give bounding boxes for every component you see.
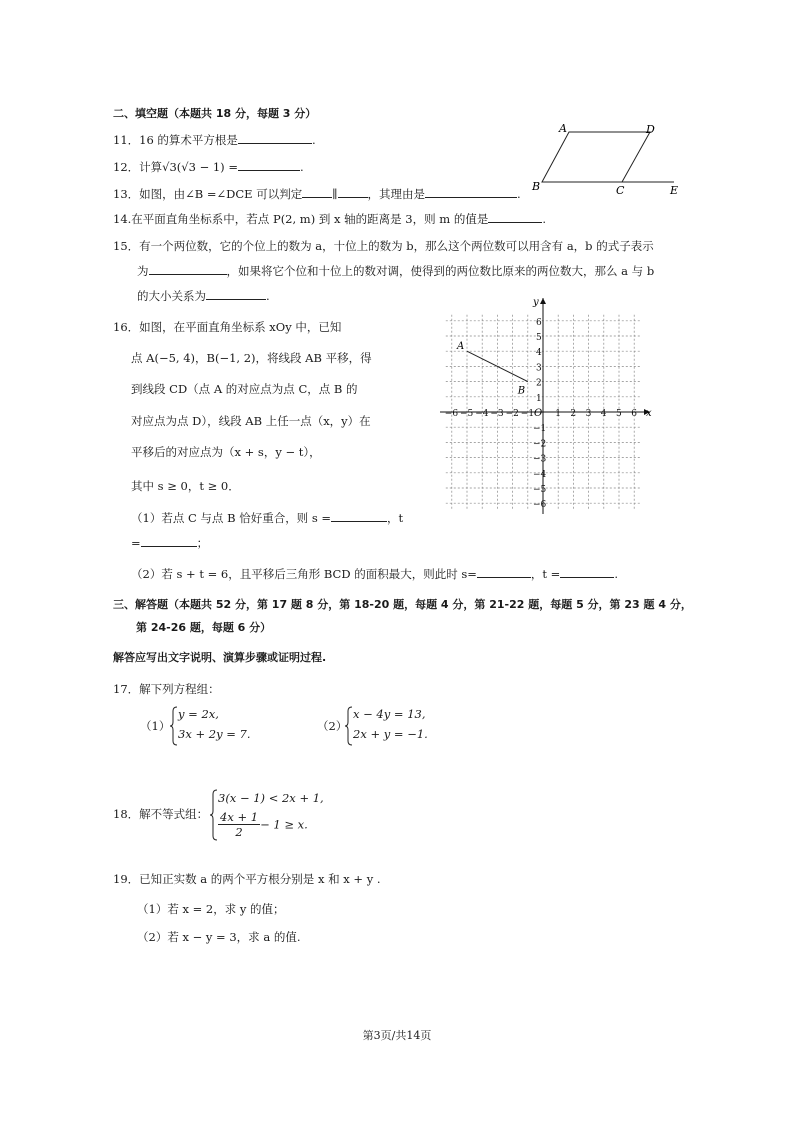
y-tick-label: −5 xyxy=(533,485,547,495)
q16-line-6: 其中 s ≥ 0，t ≥ 0． xyxy=(131,479,240,493)
q11-number: 11． xyxy=(113,133,140,147)
question-15-line-1 xyxy=(113,238,654,254)
q14-end: . xyxy=(542,212,546,226)
q16-line-5: 平移后的对应点为（x + s，y − t）， xyxy=(131,445,321,459)
page-footer: 第3页/共14页 xyxy=(362,1029,432,1042)
q11-answer-blank[interactable] xyxy=(238,132,312,144)
q17-text: 解下列方程组： xyxy=(139,682,220,696)
question-15-line-2 xyxy=(137,263,654,279)
question-15-line-3 xyxy=(137,288,270,304)
y-tick-label: 1 xyxy=(536,393,542,404)
y-tick-label: −2 xyxy=(533,439,547,450)
y-tick-label: 4 xyxy=(536,348,542,359)
axes xyxy=(440,298,650,514)
label-d: D xyxy=(646,123,655,136)
q14-text: 在平面直角坐标系中，若点 P(2, m) 到 x 轴的距离是 3，则 m 的值是 xyxy=(131,212,489,226)
q16-t-blank[interactable] xyxy=(141,535,197,547)
q18-eq-1: 3(x − 1) < 2x + 1, xyxy=(218,791,324,805)
q19-part-1: （1）若 x = 2，求 y 的值； xyxy=(137,902,285,916)
question-16-line-1 xyxy=(113,319,341,335)
y-axis-arrow-icon xyxy=(540,298,546,304)
label-a: A xyxy=(559,122,567,135)
q18-fraction xyxy=(218,810,260,839)
q13-parallel: ∥ xyxy=(332,187,338,201)
q17-system-2 xyxy=(345,704,455,746)
q11-end: . xyxy=(311,133,316,147)
x-tick-label: 1 xyxy=(555,409,561,419)
q12-end: . xyxy=(299,160,304,174)
q16-part-2-end: . xyxy=(614,567,618,581)
parallelogram-figure xyxy=(528,120,688,198)
question-12 xyxy=(113,159,304,175)
section-2-title: 二、填空题（本题共 18 分，每题 3 分） xyxy=(113,107,317,120)
y-tick-label: −4 xyxy=(533,469,547,480)
q14-number: 14. xyxy=(113,212,132,226)
q14-answer-blank[interactable] xyxy=(488,211,542,223)
x-tick-label: −5 xyxy=(460,409,474,419)
q17-1-eq-2: 3x + 2y = 7. xyxy=(178,727,251,741)
q19-part-2: （2）若 x − y = 3，求 a 的值. xyxy=(137,930,301,944)
q17-1-eq-1: y = 2x, xyxy=(178,707,219,721)
x-tick-label: −3 xyxy=(490,409,504,419)
q16-line-1: 如图，在平面直角坐标系 xOy 中，已知 xyxy=(139,320,342,334)
q17-system-1 xyxy=(170,704,270,746)
x-tick-label: 4 xyxy=(600,409,607,419)
section-3-title-line-2: 第 24-26 题，每题 6 分） xyxy=(136,621,272,634)
q19-number: 19． xyxy=(113,872,140,886)
brace-icon xyxy=(345,706,353,746)
q16-part-1 xyxy=(131,510,403,526)
brace-icon xyxy=(170,706,178,746)
q16-part-2-mid: ，t = xyxy=(530,567,561,581)
section-3-instruction: 解答应写出文字说明、演算步骤或证明过程. xyxy=(113,651,327,664)
q13-pre: 如图，由∠B =∠DCE 可以判定 xyxy=(139,187,303,201)
parallelogram-abcd xyxy=(542,132,650,182)
q16-part-2-s-blank[interactable] xyxy=(477,566,531,578)
x-tick-label: 3 xyxy=(585,409,592,419)
q18-system xyxy=(210,788,330,842)
q16-part-1-line-2 xyxy=(131,535,208,551)
x-tick-label: −4 xyxy=(475,409,489,419)
q18-fraction-denominator: 2 xyxy=(235,825,243,839)
q15-line-2-post: ，如果将它个位和十位上的数对调，使得到的两位数比原来的两位数大，那么 a 与 b xyxy=(226,264,655,278)
section-3-title-line-1: 三、解答题（本题共 52 分，第 17 题 8 分，第 18-20 题，每题 4 分，第 21-22 题，每题 5 分，第 23 题 4 分， xyxy=(113,598,692,611)
q16-s-blank[interactable] xyxy=(331,510,387,522)
q13-end: . xyxy=(517,187,521,201)
q15-blank-1[interactable] xyxy=(149,263,227,275)
q16-line-4: 对应点为点 D），线段 AB 上任一点（x，y）在 xyxy=(131,414,371,428)
y-tick-label: −3 xyxy=(533,454,547,465)
q17-2-eq-2: 2x + y = −1. xyxy=(353,727,428,741)
y-tick-label: 6 xyxy=(536,317,542,328)
y-tick-label: 3 xyxy=(536,363,542,374)
q16-part-2-t-blank[interactable] xyxy=(560,566,614,578)
q15-number: 15． xyxy=(113,239,140,253)
q17-part-1-label: （1） xyxy=(140,719,171,733)
x-tick-label: −2 xyxy=(505,409,519,419)
label-e: E xyxy=(670,184,679,197)
q18-eq-2-tail: − 1 ≥ x. xyxy=(260,817,308,832)
q13-blank-2[interactable] xyxy=(338,186,368,198)
question-13 xyxy=(113,186,521,202)
q19-text: 已知正实数 a 的两个平方根分别是 x 和 x + y . xyxy=(139,872,381,886)
q16-part-1-end: ； xyxy=(196,536,209,550)
q13-blank-1[interactable] xyxy=(302,186,332,198)
q16-number: 16． xyxy=(113,320,140,334)
q18-fraction-numerator: 4x + 1 xyxy=(220,810,259,824)
grid-label-a: A xyxy=(457,341,465,353)
q16-line-3: 到线段 CD（点 A 的对应点为点 C，点 B 的 xyxy=(131,382,358,396)
label-c: C xyxy=(616,184,625,197)
q15-line-3-pre: 的大小关系为 xyxy=(137,289,206,303)
x-tick-label: −1 xyxy=(520,409,535,419)
q11-text: 16 的算术平方根是 xyxy=(139,133,238,147)
question-14 xyxy=(113,211,546,227)
q17-part-2-label: （2） xyxy=(317,719,348,733)
x-tick-label: 2 xyxy=(570,409,577,419)
coordinate-grid-figure xyxy=(436,296,658,518)
q12-number: 12． xyxy=(113,160,140,174)
q12-pre: 计算 xyxy=(139,160,163,174)
q15-blank-2[interactable] xyxy=(206,288,266,300)
x-axis-label: x xyxy=(646,408,652,419)
y-tick-label: −1 xyxy=(533,424,547,435)
q15-line-1: 有一个两位数，它的个位上的数为 a，十位上的数为 b，那么这个两位数可以用含有 a，b 的式子表示 xyxy=(139,239,654,253)
q15-line-3-end: . xyxy=(266,289,270,303)
grid-label-b: B xyxy=(517,385,526,397)
brace-icon xyxy=(210,789,218,841)
q13-reason-label: ，其理由是 xyxy=(367,187,426,201)
q16-part-1-eq: = xyxy=(131,536,141,550)
question-19 xyxy=(113,871,381,887)
q12-expression: √3(√3 − 1) = xyxy=(162,160,238,174)
question-17 xyxy=(113,681,220,697)
x-tick-label: −6 xyxy=(444,409,459,419)
q12-answer-blank[interactable] xyxy=(238,159,300,171)
q13-blank-3[interactable] xyxy=(425,186,517,198)
q15-line-2-pre: 为 xyxy=(137,264,149,278)
q16-part-1-mid: ，t xyxy=(387,511,404,525)
y-tick-label: −6 xyxy=(533,500,547,511)
q16-line-2: 点 A(−5, 4)，B(−1, 2)，将线段 AB 平移，得 xyxy=(131,351,372,365)
question-18 xyxy=(113,806,208,822)
q16-part-2 xyxy=(131,566,618,582)
x-tick-label: 6 xyxy=(631,409,637,419)
q16-part-2-text: （2）若 s + t = 6，且平移后三角形 BCD 的面积最大，则此时 s= xyxy=(131,567,477,581)
y-axis-label: y xyxy=(533,297,539,308)
q16-part-1-text: （1）若点 C 与点 B 恰好重合，则 s = xyxy=(131,511,332,525)
y-tick-label: 2 xyxy=(536,378,542,389)
origin-label: O xyxy=(534,408,543,419)
question-11 xyxy=(113,132,316,148)
q18-number: 18． xyxy=(113,807,140,821)
q18-text: 解不等式组： xyxy=(139,807,209,821)
q17-2-eq-1: x − 4y = 13, xyxy=(353,707,426,721)
y-tick-label: 5 xyxy=(536,333,542,343)
q13-number: 13． xyxy=(113,187,140,201)
q17-number: 17． xyxy=(113,682,140,696)
label-b: B xyxy=(532,180,541,193)
x-tick-label: 5 xyxy=(616,409,622,419)
